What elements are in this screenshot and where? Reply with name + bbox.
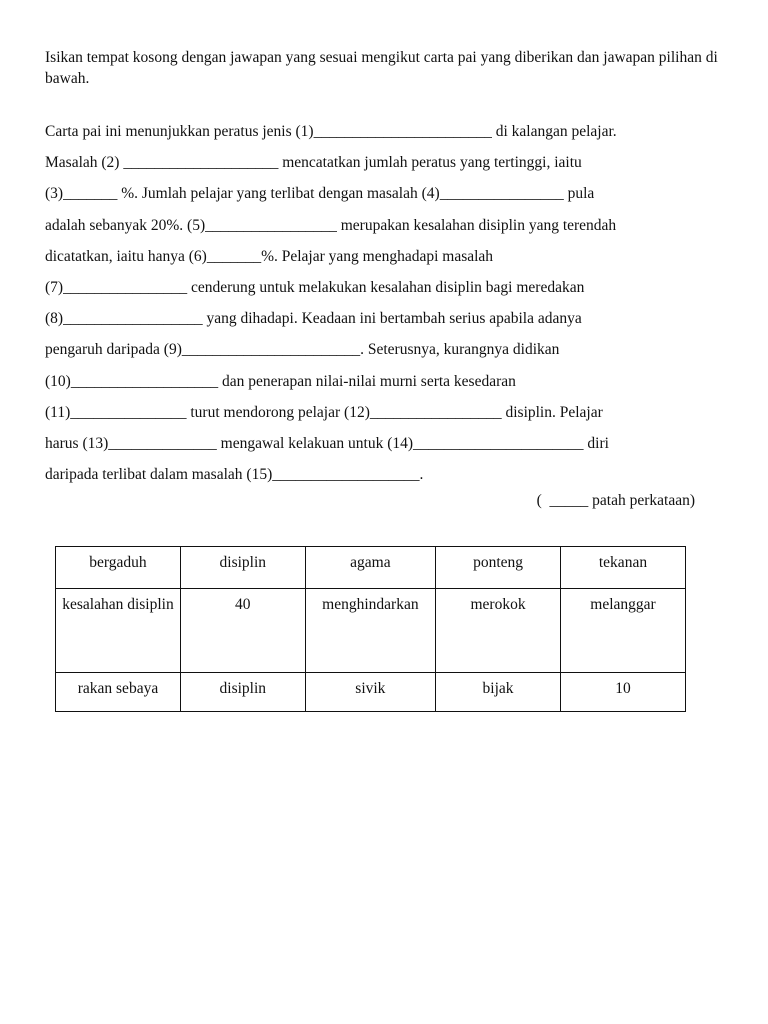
word-bank-cell: 10 [560, 673, 685, 712]
word-bank-cell: disiplin [180, 673, 305, 712]
passage-line: adalah sebanyak 20%. (5)_________________ merupakan kesalahan disiplin yang terendah [45, 216, 617, 234]
passage-line: (10)___________________ dan penerapan nilai-nilai murni serta kesedaran [45, 372, 516, 390]
passage-line: (11)_______________ turut mendorong pelajar (12)_________________ disiplin. Pelajar [45, 403, 603, 421]
instruction-text: Isikan tempat kosong dengan jawapan yang sesuai mengikut carta pai yang diberikan dan jawapan pilihan di bawah. [45, 49, 718, 87]
word-bank-cell: disiplin [180, 547, 305, 589]
word-bank-cell: kesalahan disiplin [56, 589, 181, 673]
word-bank-cell: bergaduh [56, 547, 181, 589]
passage-line: (7)________________ cenderung untuk melakukan kesalahan disiplin bagi meredakan [45, 278, 585, 296]
table-row [56, 589, 686, 673]
fill-in-passage [45, 116, 745, 490]
table-row [56, 673, 686, 712]
word-bank-table [55, 546, 686, 712]
word-bank-cell: bijak [436, 673, 561, 712]
word-bank-cell: rakan sebaya [56, 673, 181, 712]
passage-line: Carta pai ini menunjukkan peratus jenis (1)_______________________ di kalangan pelajar. [45, 123, 617, 140]
passage-line: pengaruh daripada (9)_______________________. Seterusnya, kurangnya didikan [45, 341, 560, 359]
word-bank-cell: ponteng [436, 547, 561, 589]
passage-line: daripada terlibat dalam masalah (15)___________________. [45, 466, 424, 484]
word-count-label: ( _____ patah perkataan) [536, 492, 695, 509]
passage-line: Masalah (2) ____________________ mencatatkan jumlah peratus yang tertinggi, iaitu [45, 154, 582, 172]
word-bank-cell: tekanan [560, 547, 685, 589]
word-bank-cell: sivik [305, 673, 436, 712]
word-bank-cell: melanggar [560, 589, 685, 673]
passage-line: harus (13)______________ mengawal kelakuan untuk (14)______________________ diri [45, 434, 609, 452]
word-bank-cell: merokok [436, 589, 561, 673]
passage-line: (8)__________________ yang dihadapi. Keadaan ini bertambah serius apabila adanya [45, 310, 582, 328]
word-bank-cell: agama [305, 547, 436, 589]
passage-line: (3)_______ %. Jumlah pelajar yang terlibat dengan masalah (4)________________ pula [45, 185, 595, 203]
word-bank-cell: 40 [180, 589, 305, 673]
passage-line: dicatatkan, iaitu hanya (6)_______%. Pelajar yang menghadapi masalah [45, 247, 494, 265]
table-row [56, 547, 686, 589]
word-bank-cell: menghindarkan [305, 589, 436, 673]
